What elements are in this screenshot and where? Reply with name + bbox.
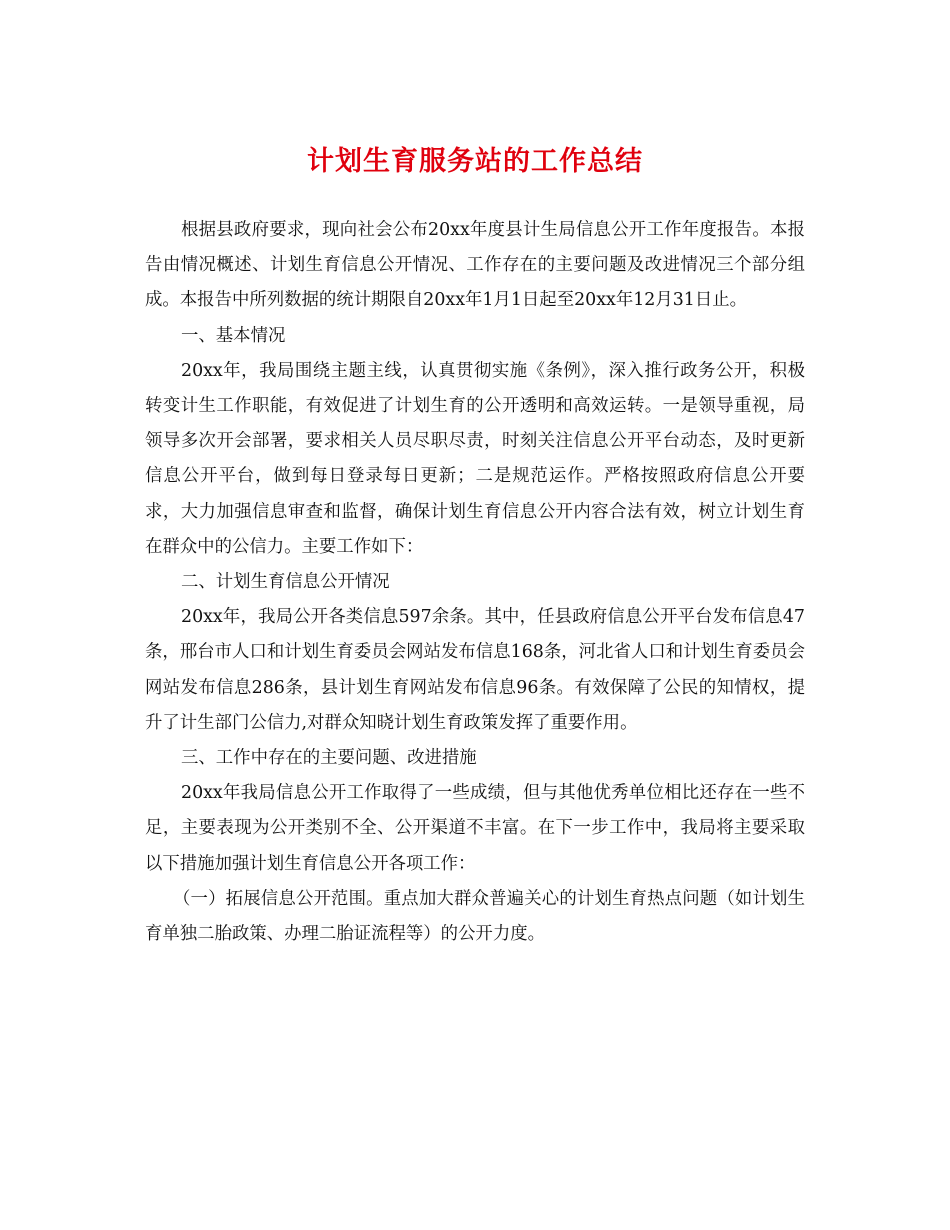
section-heading-disclosure: 二、计划生育信息公开情况 xyxy=(181,572,390,593)
section-heading-problems: 三、工作中存在的主要问题、改进措施 xyxy=(181,748,477,769)
paragraph-intro: 根据县政府要求，现向社会公布20xx年度县计生局信息公开工作年度报告。本报告由情况概述、计划生育信息公开情况、工作存在的主要问题及改进情况三个部分组成。本报告中所列数据的统计期限自20xx年1月1日起至20xx年12月31日止。 xyxy=(145,220,805,311)
paragraph-measure-1: （一）拓展信息公开范围。重点加大群众普遍关心的计划生育热点问题（如计划生育单独二胎政策、办理二胎证流程等）的公开力度。 xyxy=(145,888,805,945)
paragraph-disclosure: 20xx年，我局公开各类信息597余条。其中，任县政府信息公开平台发布信息47条，邢台市人口和计划生育委员会网站发布信息168条，河北省人口和计划生育委员会网站发布信息286条，县计划生育网站发布信息96条。有效保障了公民的知情权，提升了计生部门公信力,对群众知晓计划生育政策发挥了重要作用。 xyxy=(145,607,805,733)
paragraph-basic: 20xx年，我局围绕主题主线，认真贯彻实施《条例》，深入推行政务公开，积极转变计生工作职能，有效促进了计划生育的公开透明和高效运转。一是领导重视，局领导多次开会部署，要求相关人员尽职尽责，时刻关注信息公开平台动态，及时更新信息公开平台，做到每日登录每日更新；二是规范运作。严格按照政府信息公开要求，大力加强信息审查和监督，确保计划生育信息公开内容合法有效，树立计划生育在群众中的公信力。主要工作如下： xyxy=(145,360,805,557)
document-title: 计划生育服务站的工作总结 xyxy=(307,146,643,177)
document-body xyxy=(145,213,805,952)
section-heading-basic: 一、基本情况 xyxy=(181,325,286,346)
paragraph-problems: 20xx年我局信息公开工作取得了一些成绩，但与其他优秀单位相比还存在一些不足，主要表现为公开类别不全、公开渠道不丰富。在下一步工作中，我局将主要采取以下措施加强计划生育信息公开各项工作： xyxy=(145,783,805,874)
